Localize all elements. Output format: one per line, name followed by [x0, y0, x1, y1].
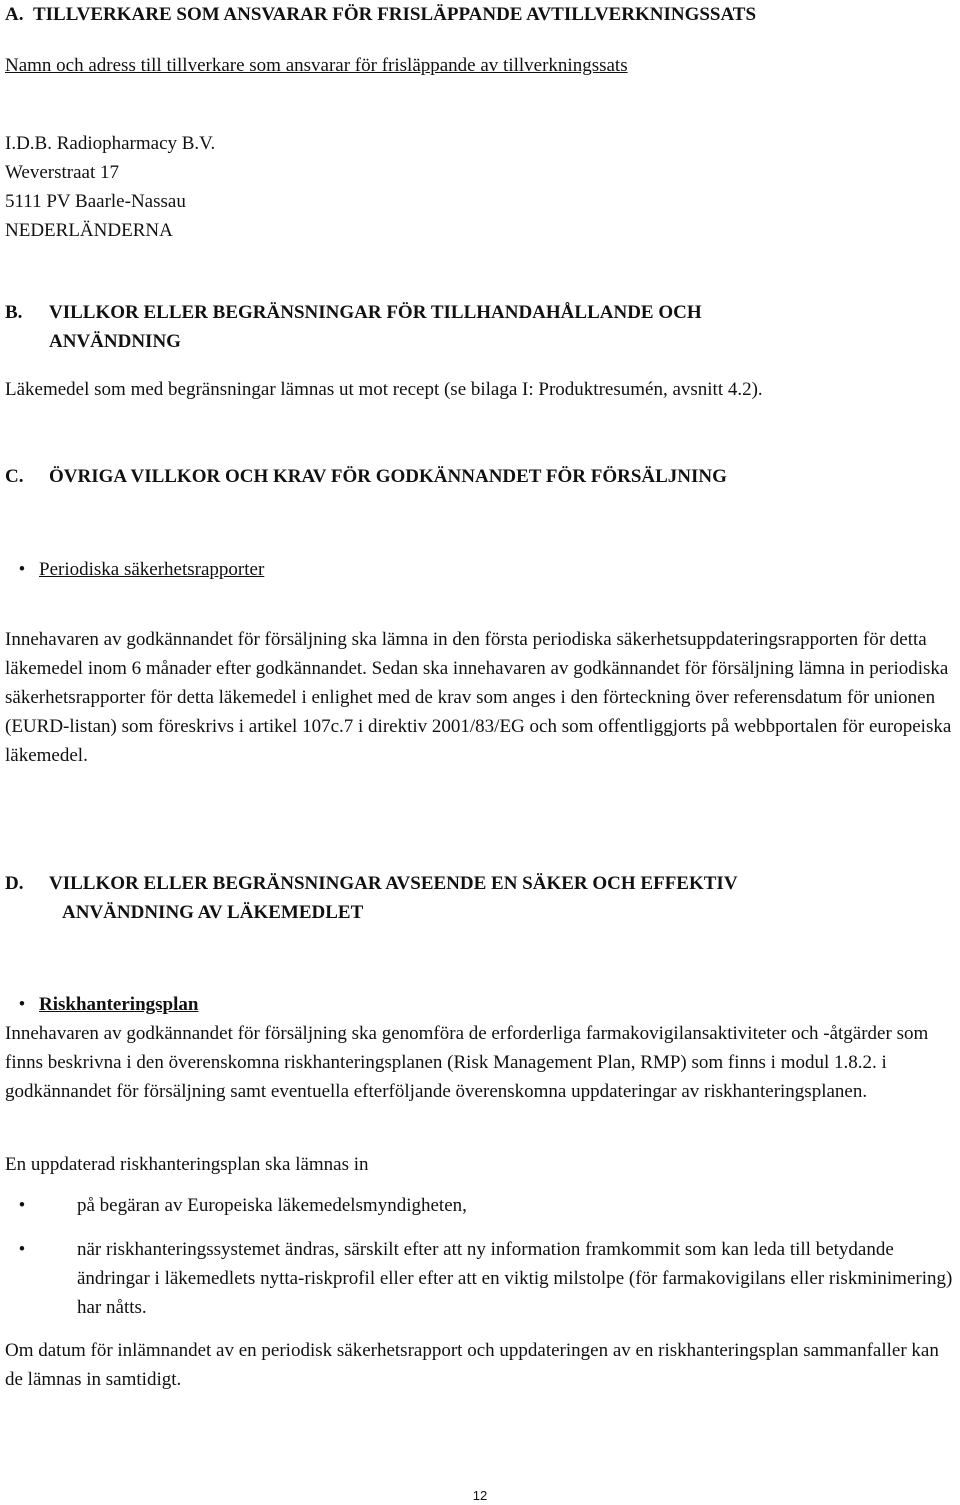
section-c-heading: [5, 462, 954, 491]
bullet-icon: •: [18, 1239, 26, 1260]
address-line: I.D.B. Radiopharmacy B.V.: [5, 133, 216, 154]
bullet-icon: •: [18, 559, 26, 580]
section-c-letter: C.: [5, 466, 24, 487]
section-d-bullet-title: Riskhanteringsplan: [39, 994, 199, 1015]
address-line: NEDERLÄNDERNA: [5, 220, 173, 241]
manufacturer-address: [5, 129, 954, 245]
section-d-heading: [5, 869, 954, 927]
section-b-heading-line2: ANVÄNDNING: [49, 331, 181, 352]
list-item-text: på begäran av Europeiska läkemedelsmyndigheten,: [77, 1195, 467, 1216]
address-line: 5111 PV Baarle-Nassau: [5, 191, 186, 212]
bullet-icon: •: [18, 994, 26, 1015]
section-c-bullet-title: Periodiska säkerhetsrapporter: [39, 559, 265, 580]
section-d-heading-line2: ANVÄNDNING AV LÄKEMEDLET: [62, 902, 364, 923]
section-d-text1: Innehavaren av godkännandet för försäljning ska genomföra de erforderliga farmakovigilansaktiviteter och -åtgärder som finns beskrivna i den överenskomna riskhanteringsplanen (Risk Management Plan, RMP) som finns i modul 1.8.2. i godkännandet för försäljning samt eventuella efterföljande överenskomna uppdateringar av riskhanteringsplanen.: [5, 1023, 929, 1102]
section-a-heading: A. TILLVERKARE SOM ANSVARAR FÖR FRISLÄPPANDE AVTILLVERKNINGSSATS: [5, 4, 757, 25]
section-b-text: Läkemedel som med begränsningar lämnas ut mot recept (se bilaga I: Produktresumén, avsnitt 4.2).: [5, 379, 763, 400]
section-b-heading: [5, 298, 954, 356]
section-b-letter: B.: [5, 302, 23, 323]
section-c-heading-text: ÖVRIGA VILLKOR OCH KRAV FÖR GODKÄNNANDET FÖR FÖRSÄLJNING: [49, 466, 727, 487]
section-b-heading-line1: VILLKOR ELLER BEGRÄNSNINGAR FÖR TILLHANDAHÅLLANDE OCH: [49, 302, 702, 323]
section-d-heading-line1: VILLKOR ELLER BEGRÄNSNINGAR AVSEENDE EN SÄKER OCH EFFEKTIV: [49, 873, 738, 894]
section-d-text3: Om datum för inlämnandet av en periodisk säkerhetsrapport och uppdateringen av en riskhanteringsplan sammanfaller kan de lämnas in samtidigt.: [5, 1340, 939, 1390]
address-line: Weverstraat 17: [5, 162, 119, 183]
section-c-text: Innehavaren av godkännandet för försäljning ska lämna in den första periodiska säkerhetsuppdateringsrapporten för detta läkemedel inom 6 månader efter godkännandet. Sedan ska innehavaren av godkännandet för försäljning lämna in periodiska säkerhetsrapporter för detta läkemedel i enlighet med de krav som anges i den förteckning över referensdatum för unionen (EURD-listan) som föreskrivs i artikel 107c.7 i direktiv 2001/83/EG och som offentliggjorts på webbportalen för europeiska läkemedel.: [5, 629, 952, 766]
section-a-subheading: Namn och adress till tillverkare som ansvarar för frisläppande av tillverkningssats: [5, 55, 628, 76]
bullet-icon: •: [18, 1195, 26, 1216]
section-d-text2: En uppdaterad riskhanteringsplan ska lämnas in: [5, 1154, 369, 1175]
page-number: 12: [472, 1488, 488, 1503]
list-item-text: när riskhanteringssystemet ändras, särskilt efter att ny information framkommit som kan leda till betydande ändringar i läkemedlets nytta-riskprofil eller efter att en viktig milstolpe (för farmakovigilans eller riskminimering) har nåtts.: [77, 1239, 953, 1318]
section-d-letter: D.: [5, 873, 24, 894]
